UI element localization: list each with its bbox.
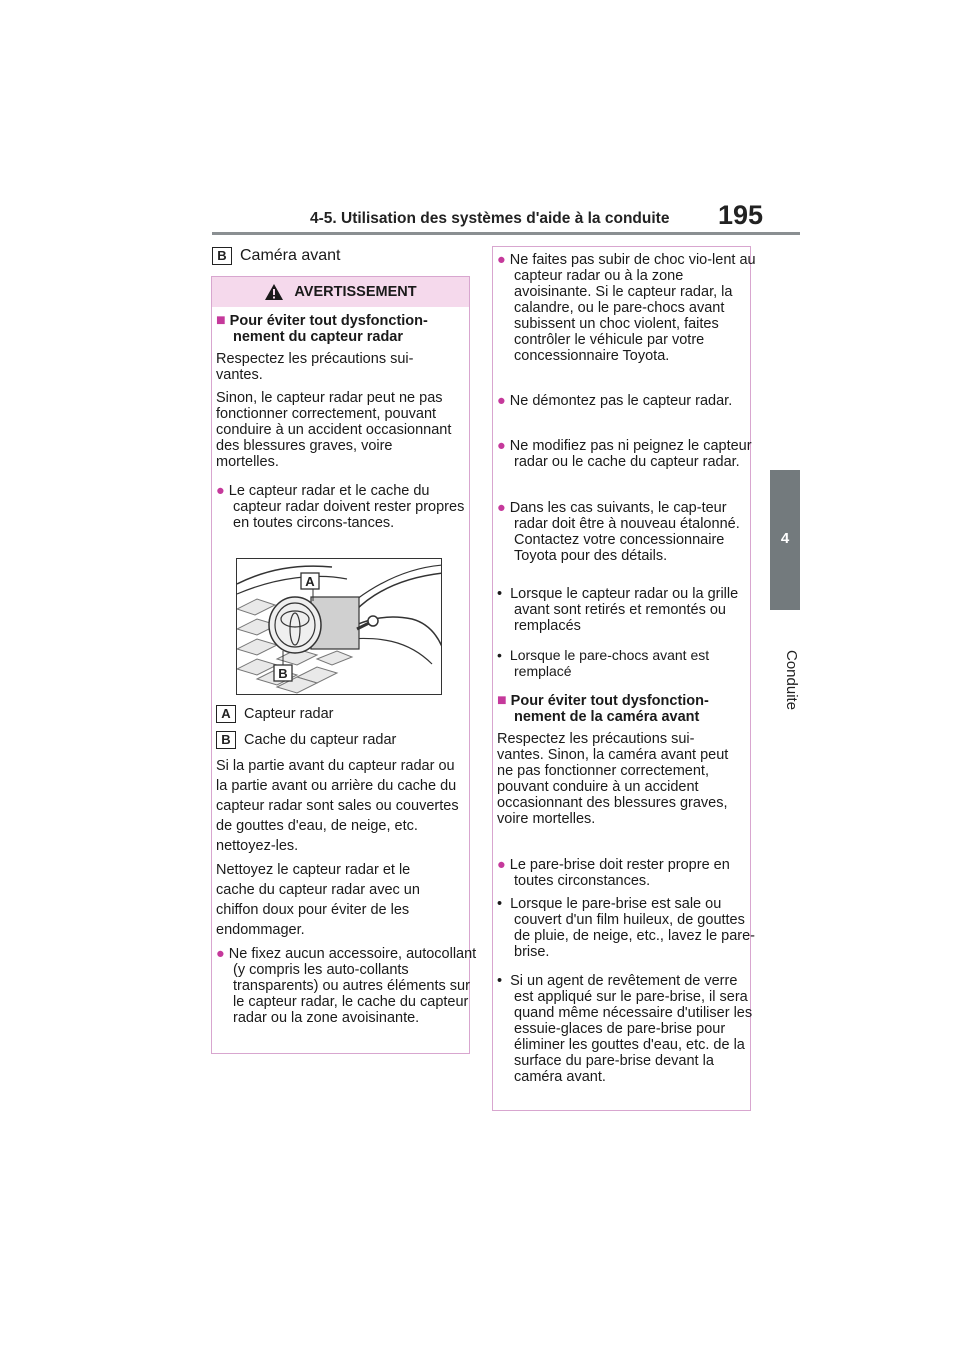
section-heading <box>212 247 341 265</box>
chapter-label: Conduite <box>783 649 800 711</box>
legend-item <box>216 705 334 723</box>
bullet-item: ● Ne modifiez pas ni peignez le capteur radar ou le cache du capteur radar. <box>497 438 752 470</box>
section-marker: B <box>212 247 232 265</box>
callout-b: B <box>278 666 288 681</box>
bullet-dot-icon: ● <box>497 393 506 409</box>
sub-bullet-item: • Si un agent de revêtement de verre est appliqué sur le pare-brise, il sera quand même nécessaire d'utiliser les essuie-glaces de pare-brise pour éliminer les gouttes d'eau, etc. de la surface du pare-brise devant la caméra avant. <box>497 973 753 1085</box>
sub-bullet-item: • Lorsque le pare-chocs avant est remplacé <box>497 647 710 679</box>
subheading-radar: ■ Pour éviter tout dysfonction-nement du capteur radar <box>216 312 428 345</box>
square-bullet-icon: ■ <box>216 312 226 329</box>
radar-sensor-figure <box>236 558 442 695</box>
bullet-dot-icon: ● <box>497 252 506 268</box>
paragraph: Respectez les précautions sui-vantes. <box>216 351 414 383</box>
warning-heading: AVERTISSEMENT <box>294 284 417 300</box>
bullet-item: ● Ne démontez pas le capteur radar. <box>497 393 733 409</box>
callout-a: A <box>305 574 315 589</box>
header-title: 4-5. Utilisation des systèmes d'aide à la conduite <box>310 210 670 227</box>
warning-triangle-icon <box>264 283 284 301</box>
paragraph: Sinon, le capteur radar peut ne pas fonctionner correctement, pouvant conduire à un accident occasionnant des blessures graves, voire mortelles. <box>216 390 452 470</box>
vehicle-front-illustration <box>237 559 442 695</box>
bullet-dot-icon: ● <box>497 857 506 873</box>
sub-bullet-item: • Lorsque le pare-brise est sale ou couvert d'un film huileux, de gouttes de pluie, de neige, etc., lavez le pare-brise. <box>497 896 756 960</box>
paragraph: Respectez les précautions sui-vantes. Sinon, la caméra avant peut ne pas fonctionner correctement, pouvant conduire à un accident occasionnant des blessures graves, voire mortelles. <box>497 731 729 827</box>
section-title: Caméra avant <box>240 247 341 265</box>
page-number: 195 <box>718 200 764 230</box>
legend-marker: A <box>216 705 236 723</box>
bullet-item: ● Le capteur radar et le cache du capteur radar doivent rester propres en toutes circons-tances. <box>216 483 465 531</box>
paragraph: Nettoyez le capteur radar et le cache du capteur radar avec un chiffon doux pour éviter de les endommager. <box>216 862 420 938</box>
paragraph: Si la partie avant du capteur radar ou la partie avant ou arrière du cache du capteur radar sont sales ou couvertes de gouttes d'eau, de neige, etc. nettoyez-les. <box>216 758 459 854</box>
bullet-dot-icon: ● <box>497 500 506 516</box>
legend-text: Cache du capteur radar <box>244 731 397 748</box>
warning-header <box>212 277 469 307</box>
bullet-item: ● Ne fixez aucun accessoire, autocollant (y compris les auto-collants transparents) ou autres éléments sur le capteur radar, le cache du capteur radar ou la zone avoisinante. <box>216 946 477 1026</box>
bullet-dot-icon: ● <box>216 483 225 499</box>
legend-item <box>216 731 396 749</box>
bullet-dot-icon: ● <box>216 946 225 962</box>
chapter-number: 4 <box>780 530 790 547</box>
square-bullet-icon: ■ <box>497 692 507 709</box>
subheading-camera: ■ Pour éviter tout dysfonction-nement de la caméra avant <box>497 692 709 725</box>
bullet-item: ● Dans les cas suivants, le cap-teur radar doit être à nouveau étalonné. Contactez votre concessionnaire Toyota pour des détails. <box>497 500 740 564</box>
bullet-item: ● Ne faites pas subir de choc vio-lent au capteur radar ou à la zone avoisinante. Si le capteur radar, la calandre, ou le pare-chocs avant subissent un choc violent, faites contrôler le véhicule par votre concessionnaire Toyota. <box>497 252 756 364</box>
sub-bullet-item: • Lorsque le capteur radar ou la grille avant sont retirés et remontés ou remplacés <box>497 586 739 634</box>
header-divider <box>212 232 800 235</box>
legend-marker: B <box>216 731 236 749</box>
bullet-dot-icon: ● <box>497 438 506 454</box>
bullet-item: ● Le pare-brise doit rester propre en toutes circonstances. <box>497 857 730 889</box>
legend-text: Capteur radar <box>244 705 334 722</box>
